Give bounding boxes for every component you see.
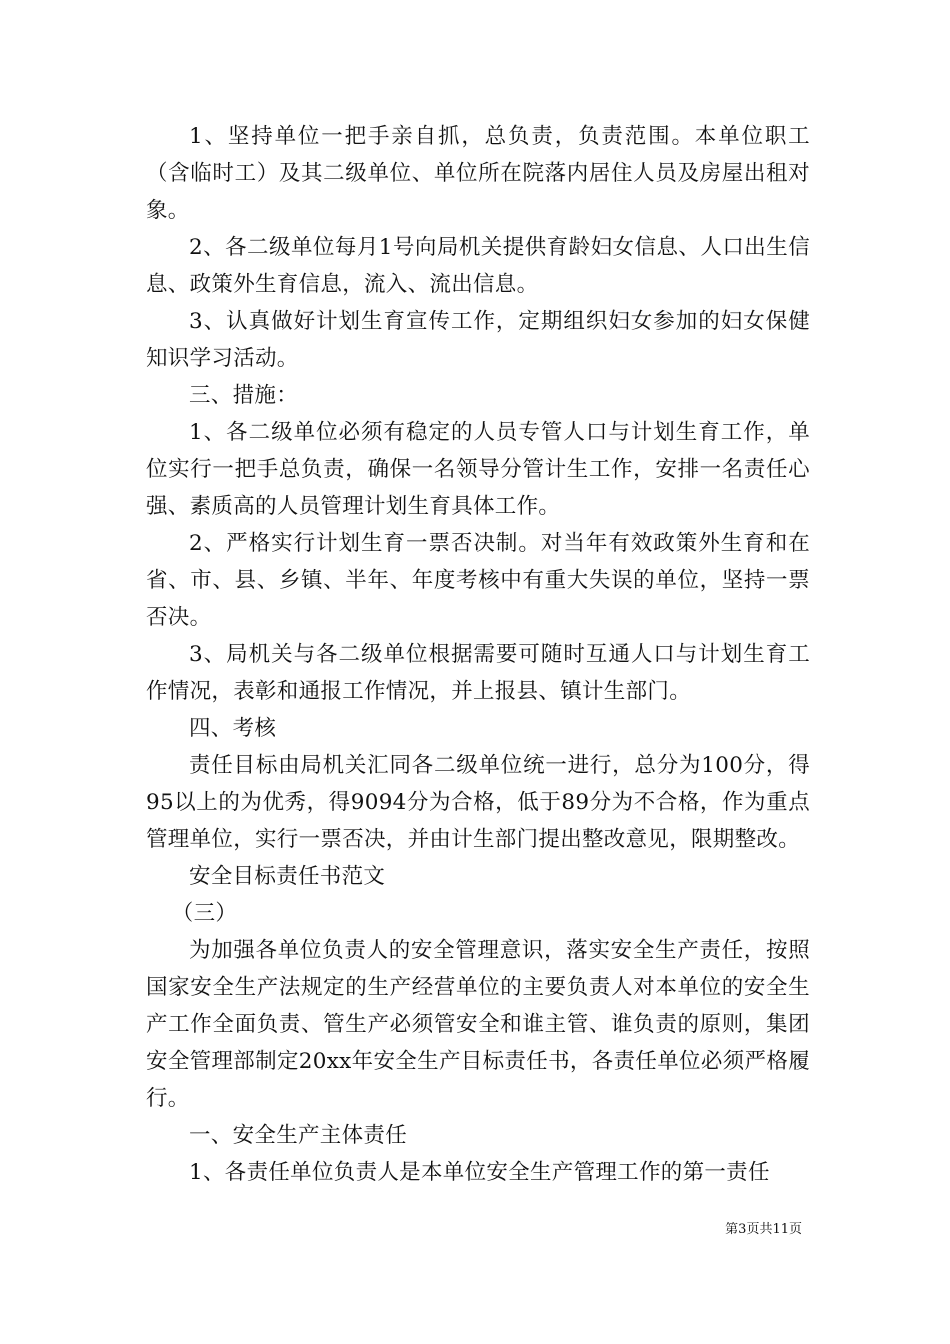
section-heading-responsibility: 一、安全生产主体责任 (189, 1123, 408, 1148)
document-body (146, 118, 810, 1191)
paragraph-5: 1、各二级单位必须有稳定的人员专管人口与计划生育工作，单位实行一把手总负责，确保一名领导分管计生工作，安排一名责任心强、素质高的人员管理计划生育具体工作。 (146, 420, 810, 519)
paragraph-6: 2、严格实行计划生育一票否决制。对当年有效政策外生育和在省、市、县、乡镇、半年、年度考核中有重大失误的单位，坚持一票否决。 (146, 531, 810, 630)
section-heading-measures: 三、措施： (189, 383, 299, 408)
paragraph-7: 3、局机关与各二级单位根据需要可随时互通人口与计划生育工作情况，表彰和通报工作情况，并上报县、镇计生部门。 (146, 642, 810, 704)
document-part-number: （三） (171, 901, 238, 926)
page-number: 第3页共11页 (725, 1222, 802, 1237)
section-heading-assessment: 四、考核 (189, 716, 277, 741)
paragraph-12: 为加强各单位负责人的安全管理意识，落实安全生产责任，按照国家安全生产法规定的生产经营单位的主要负责人对本单位的安全生产工作全面负责、管生产必须管安全和谁主管、谁负责的原则，集团安全管理部制定20xx年安全生产目标责任书，各责任单位必须严格履行。 (146, 938, 810, 1111)
paragraph-9: 责任目标由局机关汇同各二级单位统一进行，总分为100分，得95以上的为优秀，得9094分为合格，低于89分为不合格，作为重点管理单位，实行一票否决，并由计生部门提出整改意见，限期整改。 (146, 753, 810, 852)
paragraph-2: 2、各二级单位每月1号向局机关提供育龄妇女信息、人口出生信息、政策外生育信息，流入、流出信息。 (146, 235, 810, 297)
paragraph-1: 1、坚持单位一把手亲自抓，总负责，负责范围。本单位职工（含临时工）及其二级单位、单位所在院落内居住人员及房屋出租对象。 (146, 124, 810, 223)
document-subtitle: 安全目标责任书范文 (189, 864, 386, 889)
paragraph-14: 1、各责任单位负责人是本单位安全生产管理工作的第一责任 (189, 1160, 770, 1185)
paragraph-3: 3、认真做好计划生育宣传工作，定期组织妇女参加的妇女保健知识学习活动。 (146, 309, 810, 371)
